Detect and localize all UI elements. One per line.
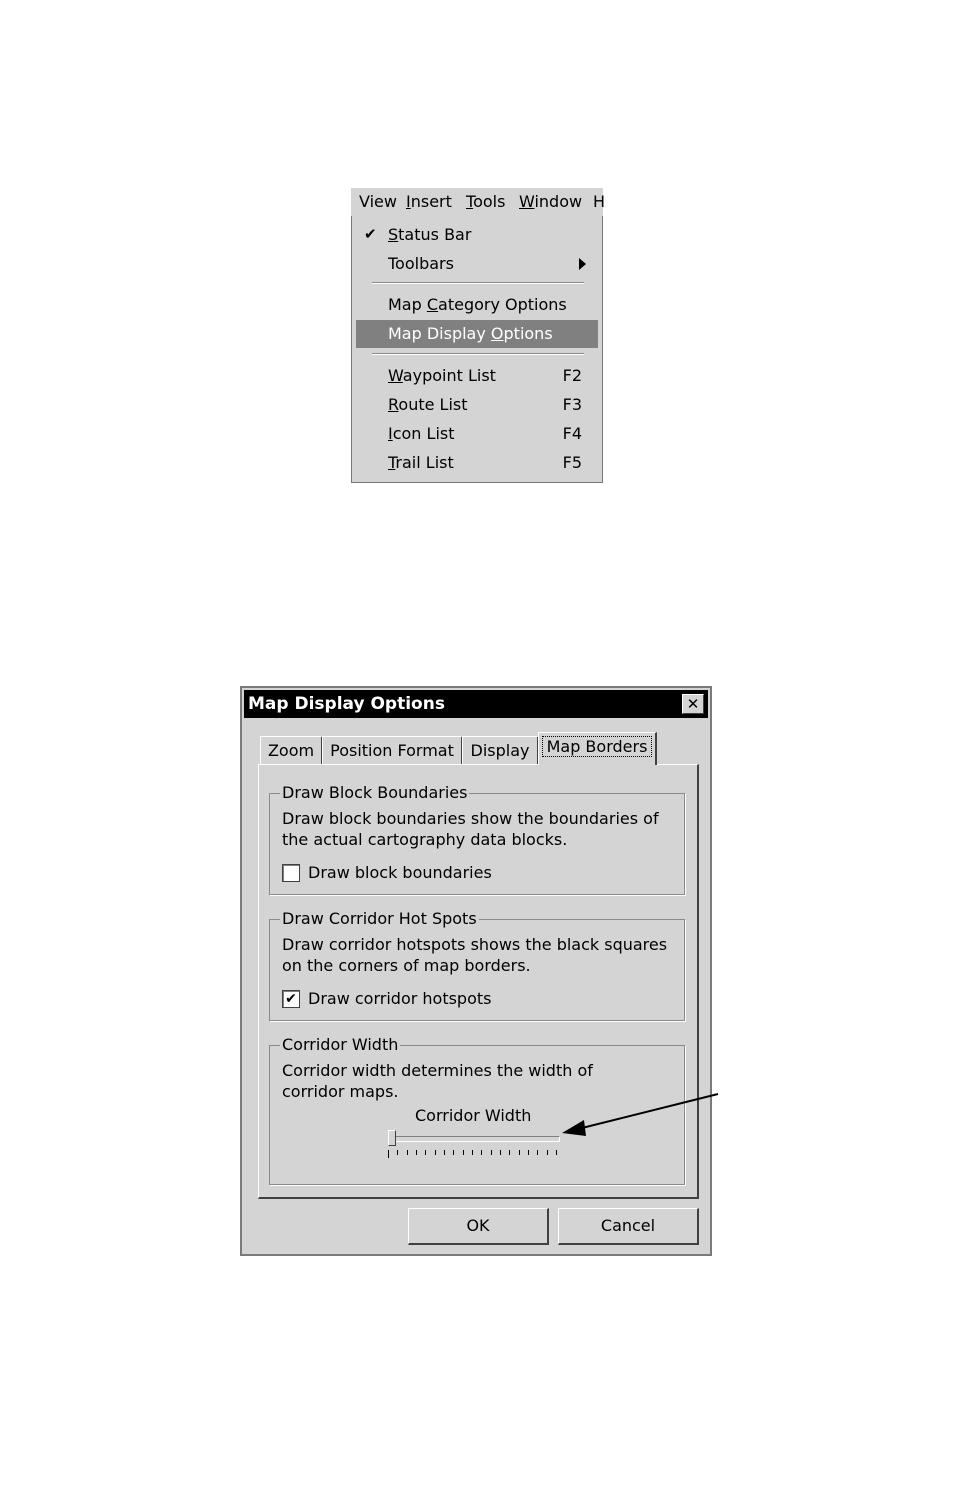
map-display-options-dialog <box>240 686 712 1256</box>
tab-map-borders[interactable]: Map Borders <box>538 732 657 765</box>
slider-tick <box>463 1150 464 1155</box>
tab-position-format[interactable]: Position Format <box>322 736 463 765</box>
menu-item-waypoint-list[interactable]: Waypoint List F2 <box>388 366 582 385</box>
slider-tick <box>481 1150 482 1155</box>
group-description: Draw block boundaries show the boundaries of the actual cartography data blocks. <box>282 809 659 849</box>
slider-tick <box>416 1150 417 1155</box>
menu-view[interactable]: View <box>359 192 397 211</box>
slider-tick <box>397 1150 398 1155</box>
slider-track[interactable] <box>388 1136 560 1142</box>
tab-zoom[interactable]: Zoom <box>260 736 323 765</box>
checkbox-label[interactable]: Draw block boundaries <box>308 863 492 882</box>
cancel-button[interactable]: Cancel <box>558 1208 699 1245</box>
checkbox-label[interactable]: Draw corridor hotspots <box>308 989 492 1008</box>
group-title: Corridor Width <box>282 1035 399 1054</box>
group-title: Draw Block Boundaries <box>282 783 468 802</box>
menu-separator <box>372 353 584 355</box>
slider-tick <box>444 1150 445 1155</box>
slider-label: Corridor Width <box>415 1106 532 1125</box>
slider-tick <box>500 1150 501 1155</box>
slider-tick <box>472 1150 473 1155</box>
slider-tick <box>537 1150 538 1155</box>
shortcut-label: F4 <box>562 424 582 443</box>
menu-bar <box>351 188 606 216</box>
tab-display[interactable]: Display <box>462 736 539 765</box>
menu-item-route-list[interactable]: Route List F3 <box>388 395 582 414</box>
slider-tick <box>547 1150 548 1155</box>
menu-item-toolbars[interactable]: Toolbars <box>356 251 598 277</box>
submenu-arrow-icon <box>579 258 586 270</box>
ok-button[interactable]: OK <box>408 1208 549 1245</box>
slider-tick <box>509 1150 510 1155</box>
menu-item-icon-list[interactable]: Icon List F4 <box>388 424 582 443</box>
slider-tick <box>388 1150 389 1158</box>
draw-corridor-hot-spots-group <box>269 909 685 1021</box>
menu-help[interactable]: H <box>593 192 606 211</box>
slider-tick <box>556 1150 557 1155</box>
draw-corridor-hotspots-checkbox[interactable] <box>282 990 300 1008</box>
menu-window[interactable]: Window <box>519 192 583 211</box>
dialog-title-bar[interactable] <box>244 690 708 718</box>
slider-tick <box>519 1150 520 1155</box>
menu-item-map-category-options[interactable]: Map Category Options <box>388 295 567 314</box>
shortcut-label: F2 <box>562 366 582 385</box>
draw-block-boundaries-group <box>269 783 685 895</box>
slider-ticks <box>388 1150 558 1156</box>
slider-tick <box>435 1150 436 1155</box>
checkmark-icon: ✔ <box>364 225 377 243</box>
close-icon: ✕ <box>686 695 700 713</box>
close-button[interactable] <box>682 694 704 714</box>
menu-item-map-display-options[interactable]: Map Display Options <box>356 320 598 348</box>
view-menu-dropdown <box>351 216 603 483</box>
dialog-title: Map Display Options <box>248 694 445 714</box>
slider-tick <box>425 1150 426 1155</box>
draw-block-boundaries-checkbox[interactable] <box>282 864 300 882</box>
slider-tick <box>491 1150 492 1155</box>
group-description: Corridor width determines the width of corridor maps. <box>282 1061 593 1101</box>
group-description: Draw corridor hotspots shows the black squares on the corners of map borders. <box>282 935 668 975</box>
menu-item-trail-list[interactable]: Trail List F5 <box>388 453 582 472</box>
shortcut-label: F5 <box>562 453 582 472</box>
shortcut-label: F3 <box>562 395 582 414</box>
slider-tick <box>528 1150 529 1155</box>
slider-tick <box>407 1150 408 1155</box>
slider-tick <box>453 1150 454 1155</box>
group-title: Draw Corridor Hot Spots <box>282 909 477 928</box>
slider-thumb[interactable] <box>388 1130 396 1146</box>
menu-separator <box>372 282 584 284</box>
menu-item-status-bar[interactable]: ✔ Status Bar <box>364 225 472 244</box>
menu-insert[interactable]: Insert <box>406 192 452 211</box>
menu-tools[interactable]: Tools <box>466 192 506 211</box>
callout-arrow <box>540 1080 740 1150</box>
checkmark-icon: ✔ <box>285 991 297 1007</box>
